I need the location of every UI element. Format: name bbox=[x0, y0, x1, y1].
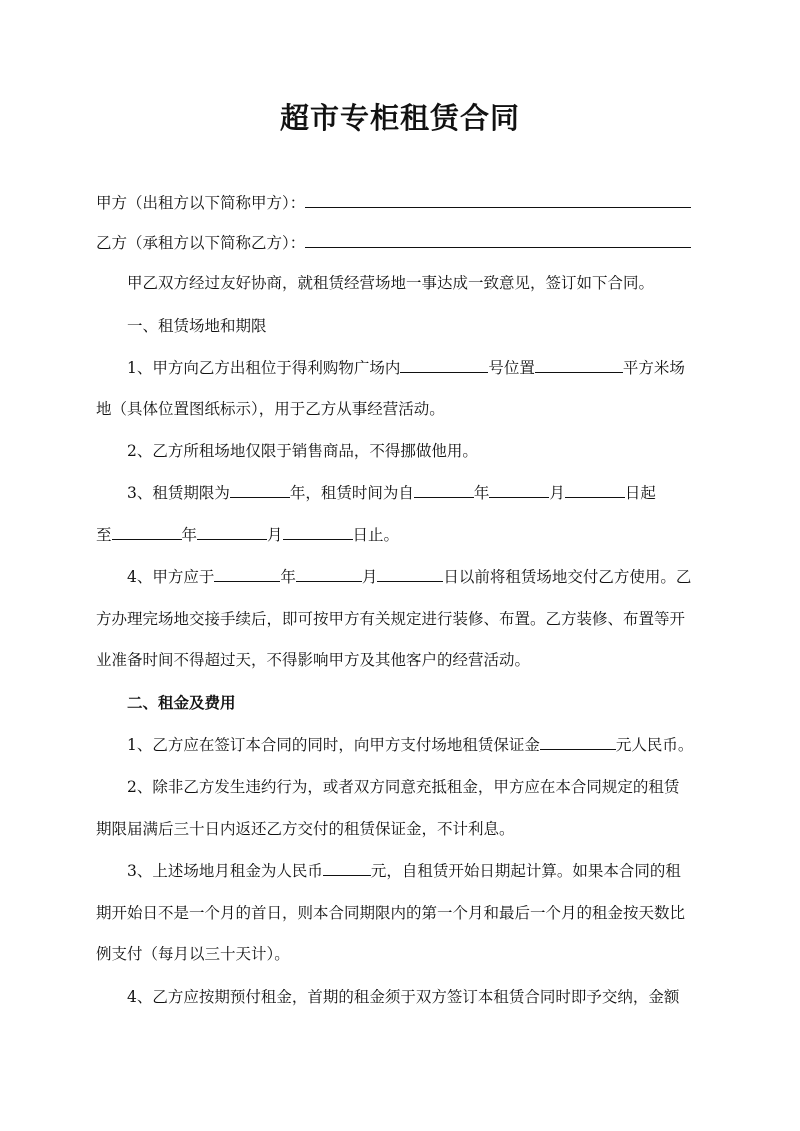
start-month-blank[interactable] bbox=[489, 482, 549, 498]
party-a-label: 甲方（出租方以下简称甲方）： bbox=[96, 194, 306, 212]
end-year-blank[interactable] bbox=[112, 524, 182, 540]
handover-month-blank[interactable] bbox=[296, 566, 362, 582]
s1c4-text-d: 日以前将租赁场地交付乙方使用。乙 bbox=[443, 568, 692, 586]
s1-clause4-line3: 业准备时间不得超过天，不得影响甲方及其他客户的经营活动。 bbox=[96, 651, 531, 669]
party-b-blank[interactable] bbox=[305, 232, 691, 248]
document-title: 超市专柜租赁合同 bbox=[279, 101, 520, 135]
handover-year-blank[interactable] bbox=[214, 566, 280, 582]
position-number-blank[interactable] bbox=[400, 357, 488, 373]
end-day-blank[interactable] bbox=[283, 524, 353, 540]
s1-clause1-line1 bbox=[127, 357, 717, 379]
s1c3-text-f: 至 bbox=[96, 526, 112, 544]
s2c3-text-b: 元，自租赁开始日期起计算。如果本合同的租 bbox=[370, 862, 681, 880]
s1c3-text-d: 月 bbox=[549, 484, 565, 502]
section1-heading: 一、租赁场地和期限 bbox=[127, 317, 267, 335]
start-year-blank[interactable] bbox=[414, 482, 474, 498]
party-a-line bbox=[96, 192, 716, 214]
s1-clause2: 2、乙方所租场地仅限于销售商品，不得挪做他用。 bbox=[127, 442, 478, 460]
s1c1-text-c: 平方米场 bbox=[622, 359, 685, 377]
s1c3-text-b: 年，租赁时间为自 bbox=[289, 484, 414, 502]
start-day-blank[interactable] bbox=[565, 482, 625, 498]
s1-clause3-line2 bbox=[96, 524, 716, 546]
handover-day-blank[interactable] bbox=[377, 566, 443, 582]
s2-clause2-line1: 2、除非乙方发生违约行为，或者双方同意充抵租金，甲方应在本合同规定的租赁 bbox=[127, 778, 680, 796]
s1-clause4-line2: 方办理完场地交接手续后，即可按甲方有关规定进行装修、布置。乙方装修、布置等开 bbox=[96, 610, 686, 628]
party-b-label: 乙方（承租方以下简称乙方）： bbox=[96, 234, 306, 252]
s1-clause1-line2: 地（具体位置图纸标示），用于乙方从事经营活动。 bbox=[96, 400, 445, 418]
s1c4-text-b: 年 bbox=[280, 568, 296, 586]
area-blank[interactable] bbox=[535, 357, 623, 373]
s2c3-text-a: 3、上述场地月租金为人民币 bbox=[127, 862, 323, 880]
s2-clause4-line1: 4、乙方应按期预付租金，首期的租金须于双方签订本租赁合同时即予交纳，金额 bbox=[127, 988, 680, 1006]
s1c3-text-h: 月 bbox=[267, 526, 283, 544]
s2c1-text-a: 1、乙方应在签订本合同的同时，向甲方支付场地租赁保证金 bbox=[127, 736, 540, 754]
s1c4-text-a: 4、甲方应于 bbox=[127, 568, 215, 586]
s1-clause4-line1 bbox=[127, 566, 717, 588]
s1c3-text-i: 日止。 bbox=[352, 526, 400, 544]
party-a-blank[interactable] bbox=[305, 192, 691, 208]
end-month-blank[interactable] bbox=[197, 524, 267, 540]
deposit-amount-blank[interactable] bbox=[540, 734, 616, 750]
lease-years-blank[interactable] bbox=[230, 482, 290, 498]
s2-clause3-line2: 期开始日不是一个月的首日，则本合同期限内的第一个月和最后一个月的租金按天数比 bbox=[96, 904, 686, 922]
intro-paragraph: 甲乙双方经过友好协商，就租赁经营场地一事达成一致意见，签订如下合同。 bbox=[127, 274, 655, 292]
s2-clause3-line1 bbox=[127, 860, 717, 882]
s2c1-text-b: 元人民币。 bbox=[615, 736, 694, 754]
s1c3-text-c: 年 bbox=[473, 484, 490, 502]
party-b-line bbox=[96, 232, 716, 254]
s1c4-text-c: 月 bbox=[361, 568, 378, 586]
s1c1-text-b: 号位置 bbox=[488, 359, 535, 377]
s1c1-text-a: 1、甲方向乙方出租位于得利购物广场内 bbox=[127, 359, 401, 377]
section2-heading: 二、租金及费用 bbox=[127, 693, 236, 712]
s2-clause2-line2: 期限届满后三十日内返还乙方交付的租赁保证金，不计利息。 bbox=[96, 820, 515, 838]
s1-clause3-line1 bbox=[127, 482, 717, 504]
s2-clause3-line3: 例支付（每月以三十天计）。 bbox=[96, 945, 290, 963]
s1c3-text-g: 年 bbox=[181, 526, 198, 544]
s1c3-text-e: 日起 bbox=[624, 484, 656, 502]
s2-clause1 bbox=[127, 734, 717, 756]
monthly-rent-blank[interactable] bbox=[323, 860, 371, 876]
s1c3-text-a: 3、租赁期限为 bbox=[127, 484, 230, 502]
